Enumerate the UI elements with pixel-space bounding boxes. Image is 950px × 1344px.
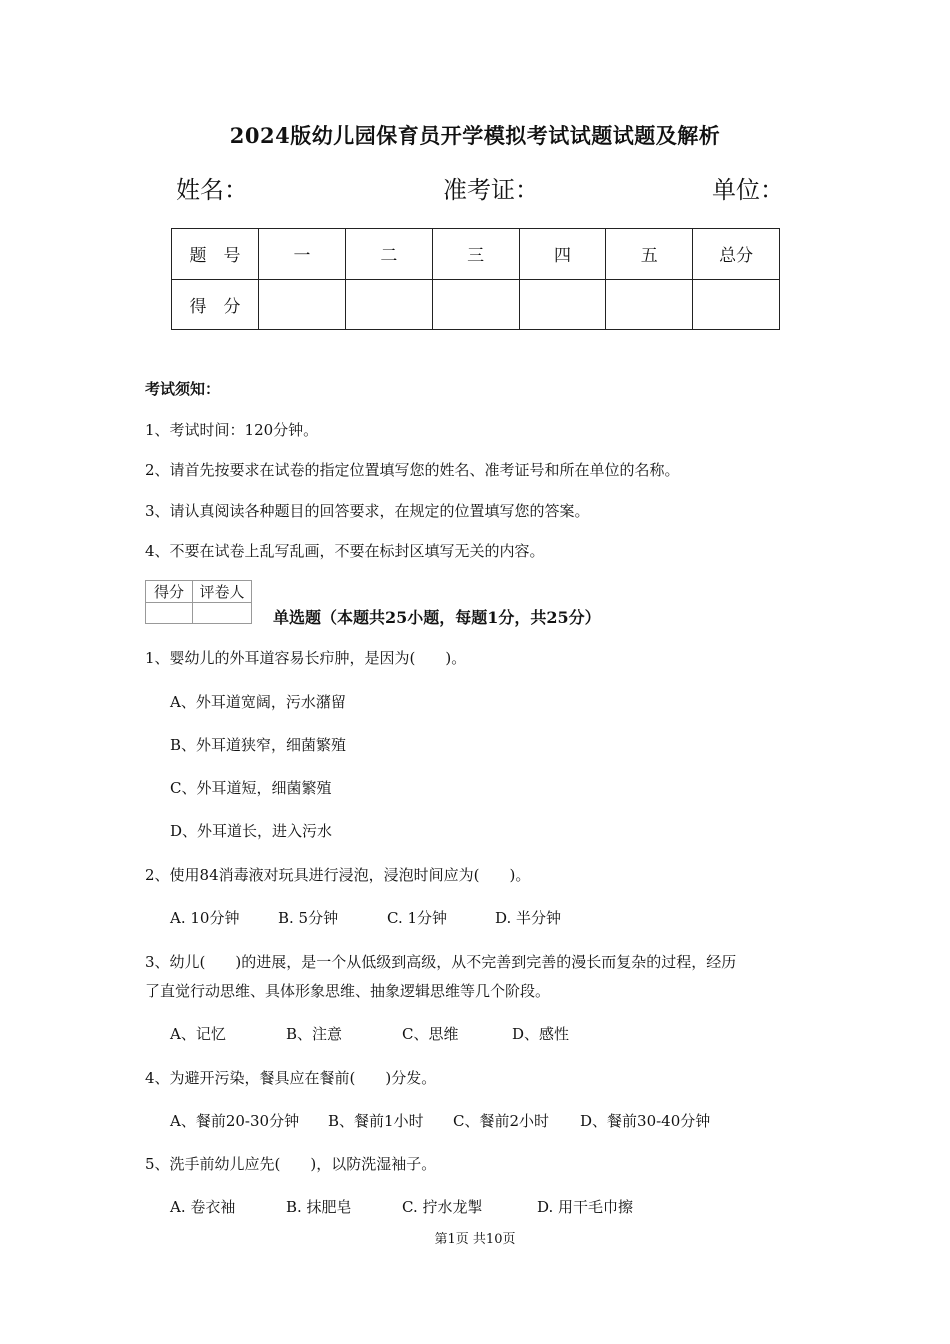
score-cell[interactable] xyxy=(519,279,606,330)
grader-reviewer-cell[interactable] xyxy=(193,603,252,624)
question-option[interactable]: D. 半分钟 xyxy=(495,909,562,927)
score-cell[interactable] xyxy=(693,279,780,330)
question-stem: 2、使用84消毒液对玩具进行浸泡，浸泡时间应为( )。 xyxy=(145,866,531,884)
score-header-cell: 四 xyxy=(519,229,606,280)
question-stem: 4、为避开污染，餐具应在餐前( )分发。 xyxy=(145,1069,437,1087)
question-option[interactable]: C. 1分钟 xyxy=(387,909,448,927)
grader-box xyxy=(145,580,252,624)
score-table-score-row xyxy=(172,279,780,330)
score-cell[interactable] xyxy=(345,279,432,330)
question-stem: 5、洗手前幼儿应先( )，以防洗湿袖子。 xyxy=(145,1155,437,1173)
question-option[interactable]: D、外耳道长，进入污水 xyxy=(170,822,333,840)
section-heading: 单选题（本题共25小题，每题1分，共25分） xyxy=(273,608,601,627)
question-option[interactable]: B. 抹肥皂 xyxy=(286,1198,352,1216)
score-header-cell: 总分 xyxy=(693,229,780,280)
question-option[interactable]: A、餐前20-30分钟 xyxy=(170,1112,300,1130)
notice-heading: 考试须知： xyxy=(145,380,221,398)
score-table-header-row xyxy=(172,229,780,280)
question-option[interactable]: A、记忆 xyxy=(170,1025,226,1043)
score-cell[interactable] xyxy=(606,279,693,330)
question-option[interactable]: B、外耳道狭窄，细菌繁殖 xyxy=(170,736,347,754)
question-option[interactable]: C、外耳道短，细菌繁殖 xyxy=(170,779,332,797)
score-table xyxy=(171,228,780,330)
page-title: 2024版幼儿园保育员开学模拟考试试题试题及解析 xyxy=(229,123,721,148)
score-header-cell: 二 xyxy=(345,229,432,280)
question-option[interactable]: D、感性 xyxy=(512,1025,570,1043)
question-option[interactable]: B、注意 xyxy=(286,1025,343,1043)
unit-label: 单位： xyxy=(712,176,784,204)
question-option[interactable]: D、餐前30-40分钟 xyxy=(580,1112,711,1130)
name-label: 姓名： xyxy=(176,176,248,204)
question-option[interactable]: C、思维 xyxy=(402,1025,459,1043)
question-option[interactable]: B. 5分钟 xyxy=(278,909,339,927)
score-header-cell: 五 xyxy=(606,229,693,280)
score-header-cell: 一 xyxy=(259,229,346,280)
page-footer: 第1页 共10页 xyxy=(434,1232,516,1247)
exam-id-label: 准考证： xyxy=(443,176,539,204)
score-header-cell: 题 号 xyxy=(172,229,259,280)
score-header-cell: 三 xyxy=(432,229,519,280)
score-row-label: 得 分 xyxy=(172,279,259,330)
question-stem: 1、婴幼儿的外耳道容易长疖肿，是因为( )。 xyxy=(145,649,467,667)
question-option[interactable]: C. 拧水龙掣 xyxy=(402,1198,483,1216)
question-option[interactable]: D. 用干毛巾擦 xyxy=(537,1198,634,1216)
question-option[interactable]: A. 10分钟 xyxy=(170,909,240,927)
question-option[interactable]: C、餐前2小时 xyxy=(453,1112,550,1130)
grader-reviewer-label: 评卷人 xyxy=(193,581,252,603)
question-option[interactable]: B、餐前1小时 xyxy=(328,1112,424,1130)
notice-item: 2、请首先按要求在试卷的指定位置填写您的姓名、准考证号和所在单位的名称。 xyxy=(145,461,680,479)
question-stem-continued: 了直觉行动思维、具体形象思维、抽象逻辑思维等几个阶段。 xyxy=(145,982,551,1000)
notice-item: 3、请认真阅读各种题目的回答要求，在规定的位置填写您的答案。 xyxy=(145,502,590,520)
score-cell[interactable] xyxy=(432,279,519,330)
notice-item: 1、考试时间：120分钟。 xyxy=(145,421,319,439)
question-option[interactable]: A、外耳道宽阔，污水潴留 xyxy=(170,693,346,711)
grader-score-label: 得分 xyxy=(146,581,193,603)
grader-score-cell[interactable] xyxy=(146,603,193,624)
question-option[interactable]: A. 卷衣袖 xyxy=(170,1198,236,1216)
notice-item: 4、不要在试卷上乱写乱画，不要在标封区填写无关的内容。 xyxy=(145,542,545,560)
question-stem: 3、幼儿( )的进展，是一个从低级到高级，从不完善到完善的漫长而复杂的过程，经历 xyxy=(145,953,737,971)
score-cell[interactable] xyxy=(259,279,346,330)
